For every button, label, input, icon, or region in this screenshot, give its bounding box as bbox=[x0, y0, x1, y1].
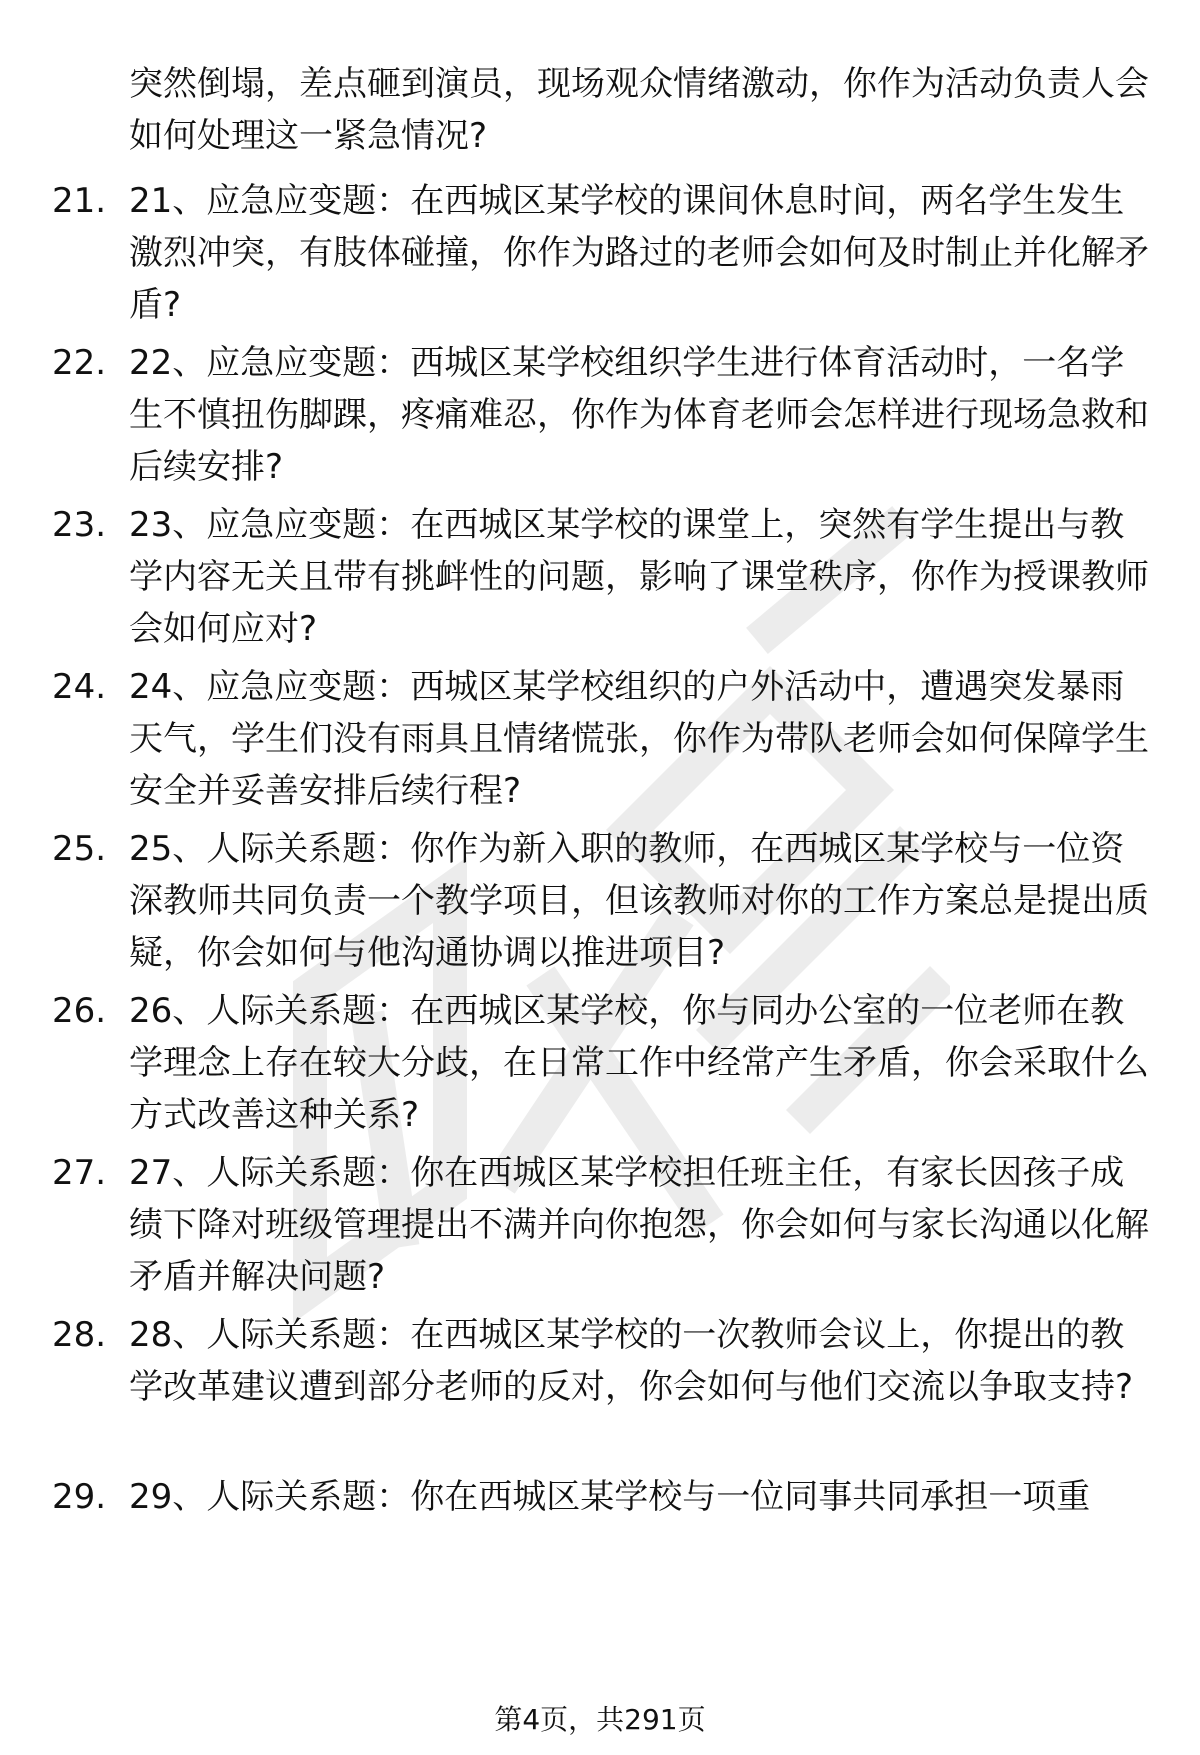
item-text: 23、应急应变题：在西城区某学校的课堂上，突然有学生提出与教学内容无关且带有挑衅性的问题，影响了课堂秩序，你作为授课教师会如何应对? bbox=[129, 505, 1149, 649]
list-item bbox=[0, 337, 1200, 497]
list-item bbox=[0, 1147, 1200, 1307]
list-item bbox=[0, 1309, 1200, 1469]
item-number: 28. bbox=[52, 1315, 107, 1355]
item-text: 22、应急应变题：西城区某学校组织学生进行体育活动时，一名学生不慎扭伤脚踝，疼痛难忍，你作为体育老师会怎样进行现场急救和后续安排? bbox=[129, 343, 1149, 487]
item-number: 26. bbox=[52, 991, 107, 1031]
list-item bbox=[0, 823, 1200, 983]
item-text: 24、应急应变题：西城区某学校组织的户外活动中，遭遇突发暴雨天气，学生们没有雨具且情绪慌张，你作为带队老师会如何保障学生安全并妥善安排后续行程? bbox=[129, 667, 1149, 811]
item-number: 21. bbox=[52, 181, 107, 221]
item-number: 27. bbox=[52, 1153, 107, 1193]
item-text: 29、人际关系题：你在西城区某学校与一位同事共同承担一项重 bbox=[129, 1477, 1091, 1517]
item-text: 27、人际关系题：你在西城区某学校担任班主任，有家长因孩子成绩下降对班级管理提出不满并向你抱怨，你会如何与家长沟通以化解矛盾并解决问题? bbox=[129, 1153, 1149, 1297]
page-footer: 第4页，共291页 bbox=[494, 1703, 706, 1736]
item-text: 21、应急应变题：在西城区某学校的课间休息时间，两名学生发生激烈冲突，有肢体碰撞，你作为路过的老师会如何及时制止并化解矛盾? bbox=[129, 181, 1149, 325]
item-number: 25. bbox=[52, 829, 107, 869]
list-item bbox=[0, 1471, 1200, 1631]
item-number: 23. bbox=[52, 505, 107, 545]
list-item bbox=[0, 175, 1200, 335]
list-item bbox=[0, 499, 1200, 659]
item-number: 22. bbox=[52, 343, 107, 383]
list-item bbox=[0, 985, 1200, 1145]
item-text: 25、人际关系题：你作为新入职的教师，在西城区某学校与一位资深教师共同负责一个教学项目，但该教师对你的工作方案总是提出质疑，你会如何与他沟通协调以推进项目? bbox=[129, 829, 1149, 973]
continuation-text: 突然倒塌，差点砸到演员，现场观众情绪激动，你作为活动负责人会如何处理这一紧急情况? bbox=[129, 64, 1149, 156]
item-number: 29. bbox=[52, 1477, 107, 1517]
item-text: 26、人际关系题：在西城区某学校，你与同办公室的一位老师在教学理念上存在较大分歧，在日常工作中经常产生矛盾，你会采取什么方式改善这种关系? bbox=[129, 991, 1149, 1135]
list-item bbox=[0, 661, 1200, 821]
item-text: 28、人际关系题：在西城区某学校的一次教师会议上，你提出的教学改革建议遭到部分老师的反对，你会如何与他们交流以争取支持? bbox=[129, 1315, 1134, 1407]
item-number: 24. bbox=[52, 667, 107, 707]
